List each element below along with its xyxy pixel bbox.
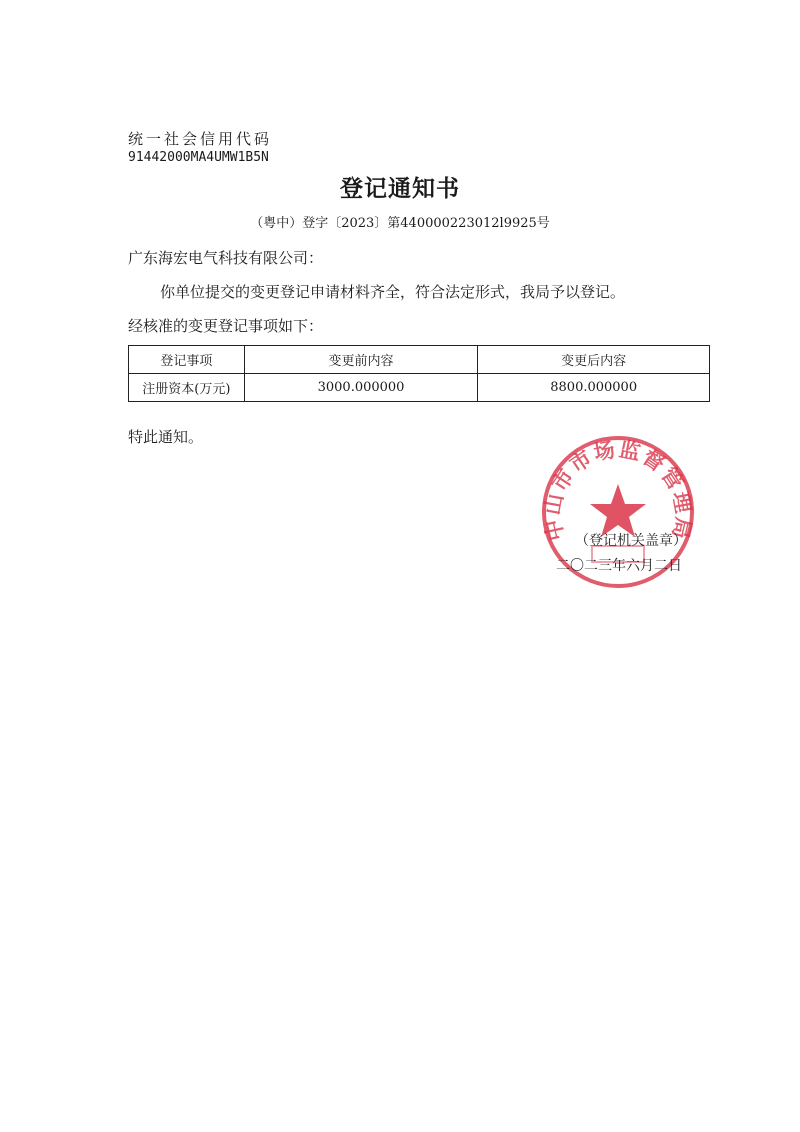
changes-table (128, 345, 710, 402)
table-row (129, 374, 710, 402)
table-intro: 经核准的变更登记事项如下： (128, 317, 324, 335)
cell-item: 注册资本(万元) (129, 374, 245, 402)
table-header-row (129, 346, 710, 374)
column-header-before: 变更前内容 (244, 346, 478, 374)
issue-date: 二〇二三年六月二日 (556, 558, 682, 574)
seal-text: 中山市市场监督管理局 (540, 437, 696, 543)
seal-caption: （登记机关盖章） (575, 533, 687, 549)
body-paragraph: 你单位提交的变更登记申请材料齐全，符合法定形式，我局予以登记。 (160, 283, 626, 301)
addressee: 广东海宏电气科技有限公司： (128, 249, 324, 267)
document-number: （粤中）登字〔2023〕第440000223012l9925号 (250, 216, 550, 231)
cell-before: 3000.000000 (244, 374, 478, 402)
column-header-item: 登记事项 (129, 346, 245, 374)
closing-text: 特此通知。 (128, 428, 204, 446)
credit-code-value: 91442000MA4UMW1B5N (128, 150, 269, 165)
column-header-after: 变更后内容 (478, 346, 710, 374)
cell-after: 8800.000000 (478, 374, 710, 402)
document-title: 登记通知书 (340, 176, 460, 202)
credit-code-label: 统一社会信用代码 (128, 130, 273, 148)
